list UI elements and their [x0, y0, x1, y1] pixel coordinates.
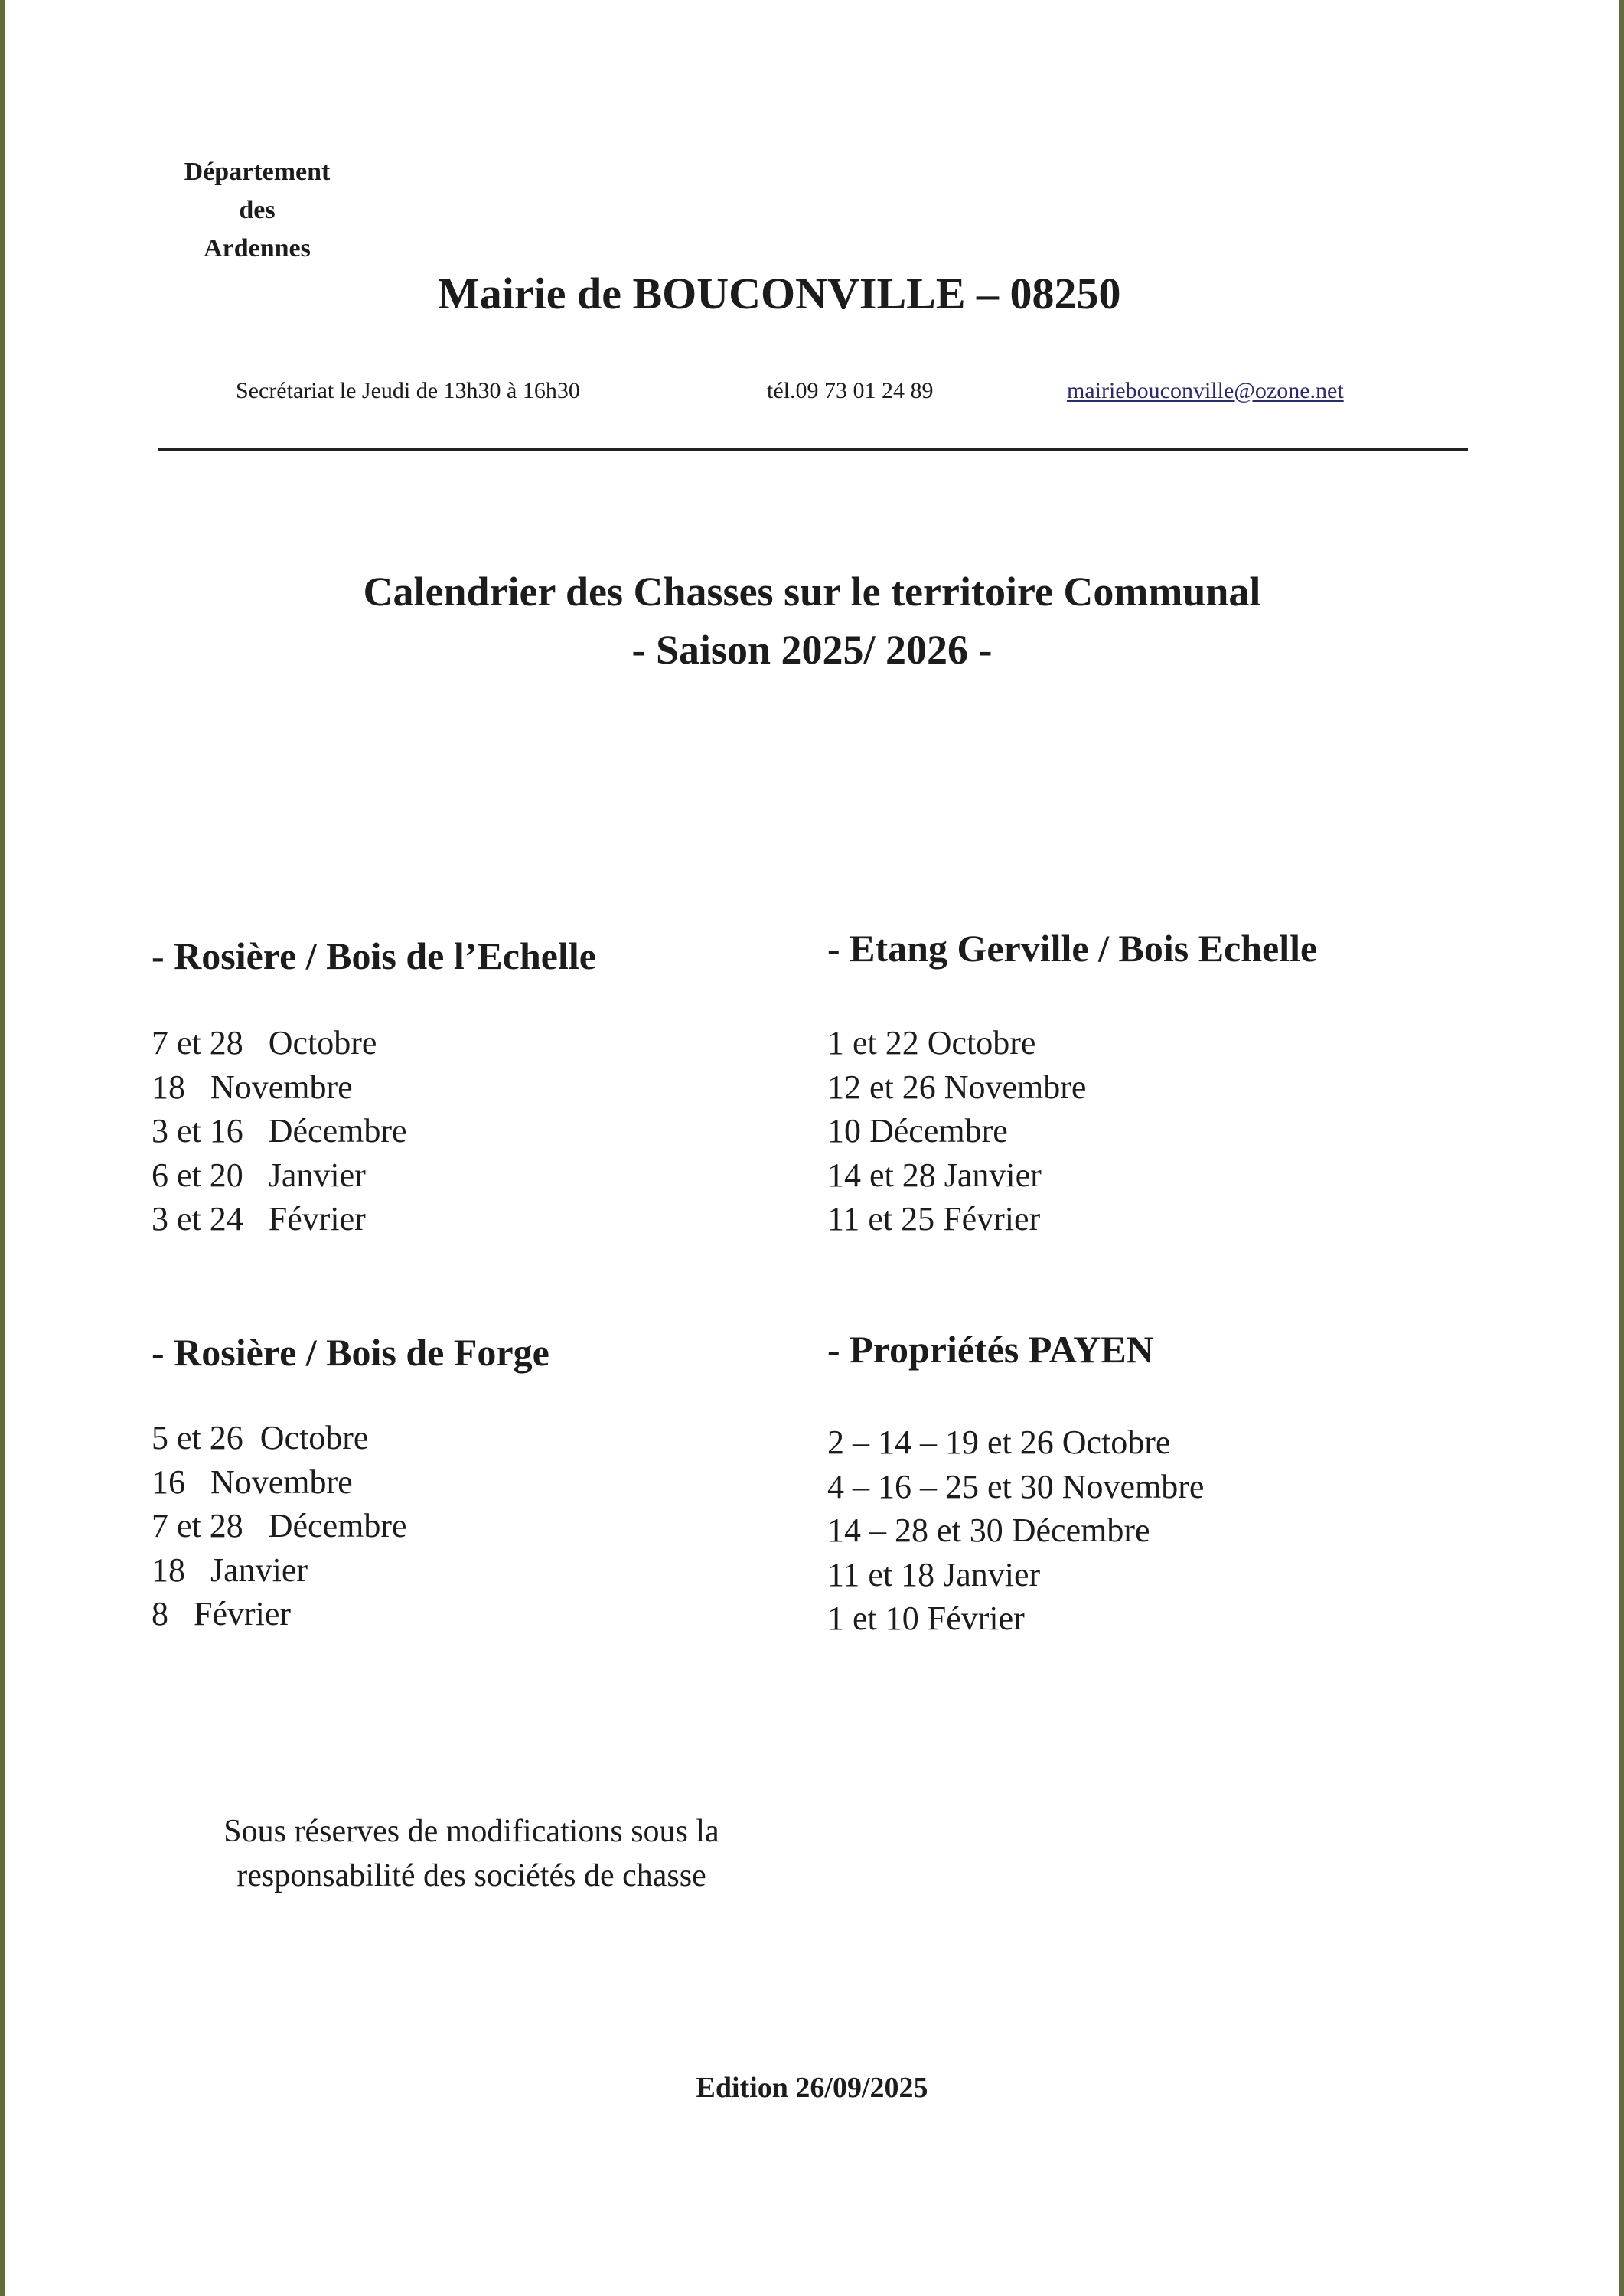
mairie-title: Mairie de BOUCONVILLE – 08250 [438, 269, 1121, 318]
date-item: 11 et 18 Janvier [827, 1555, 1041, 1593]
date-item: 11 et 25 Février [827, 1200, 1041, 1238]
note-line: Sous réserves de modifications sous la [223, 1814, 719, 1849]
date-item: 8 Février [152, 1595, 292, 1632]
date-item: 18 Janvier [152, 1551, 308, 1589]
department-label [158, 153, 357, 268]
phone-number: tél.09 73 01 24 89 [767, 378, 934, 403]
page-title: Calendrier des Chasses sur le territoire Communal [363, 569, 1261, 615]
date-item: 16 Novembre [152, 1463, 353, 1501]
department-line: Département [184, 158, 331, 186]
section-heading-proprietes-payen: - Propriétés PAYEN [827, 1328, 1154, 1371]
date-item: 1 et 10 Février [827, 1600, 1025, 1637]
date-item: 12 et 26 Novembre [827, 1068, 1087, 1106]
date-item: 14 – 28 et 30 Décembre [827, 1512, 1150, 1549]
section-heading-rosiere-forge: - Rosière / Bois de Forge [152, 1331, 549, 1374]
date-item: 6 et 20 Janvier [152, 1156, 366, 1194]
date-list-proprietes-payen [827, 1420, 1204, 1641]
department-line: des [239, 196, 276, 224]
header-divider [158, 448, 1468, 451]
date-item: 18 Novembre [152, 1068, 353, 1106]
date-list-rosiere-forge [152, 1416, 407, 1636]
note-line: responsabilité des sociétés de chasse [236, 1858, 706, 1893]
date-item: 3 et 24 Février [152, 1200, 366, 1238]
date-list-rosiere-echelle [152, 1021, 407, 1241]
edition-date: Edition 26/09/2025 [696, 2072, 928, 2104]
secretariat-hours: Secrétariat le Jeudi de 13h30 à 16h30 [236, 378, 580, 403]
date-item: 2 – 14 – 19 et 26 Octobre [827, 1424, 1171, 1461]
date-item: 5 et 26 Octobre [152, 1419, 369, 1456]
date-item: 7 et 28 Octobre [152, 1024, 377, 1062]
date-item: 14 et 28 Janvier [827, 1156, 1042, 1194]
season-subtitle: - Saison 2025/ 2026 - [631, 627, 993, 673]
date-list-etang-gerville [827, 1021, 1086, 1241]
document-page [5, 0, 1619, 2296]
date-item: 4 – 16 – 25 et 30 Novembre [827, 1467, 1205, 1505]
date-item: 7 et 28 Décembre [152, 1507, 407, 1544]
department-line: Ardennes [204, 234, 311, 263]
date-item: 10 Décembre [827, 1112, 1008, 1150]
section-heading-rosiere-echelle: - Rosière / Bois de l’Echelle [152, 934, 596, 977]
section-heading-etang-gerville: - Etang Gerville / Bois Echelle [827, 927, 1318, 970]
date-item: 3 et 16 Décembre [152, 1112, 407, 1150]
disclaimer-note [5, 1809, 938, 1898]
email-link[interactable]: mairiebouconville@ozone.net [1067, 378, 1344, 403]
date-item: 1 et 22 Octobre [827, 1024, 1036, 1062]
